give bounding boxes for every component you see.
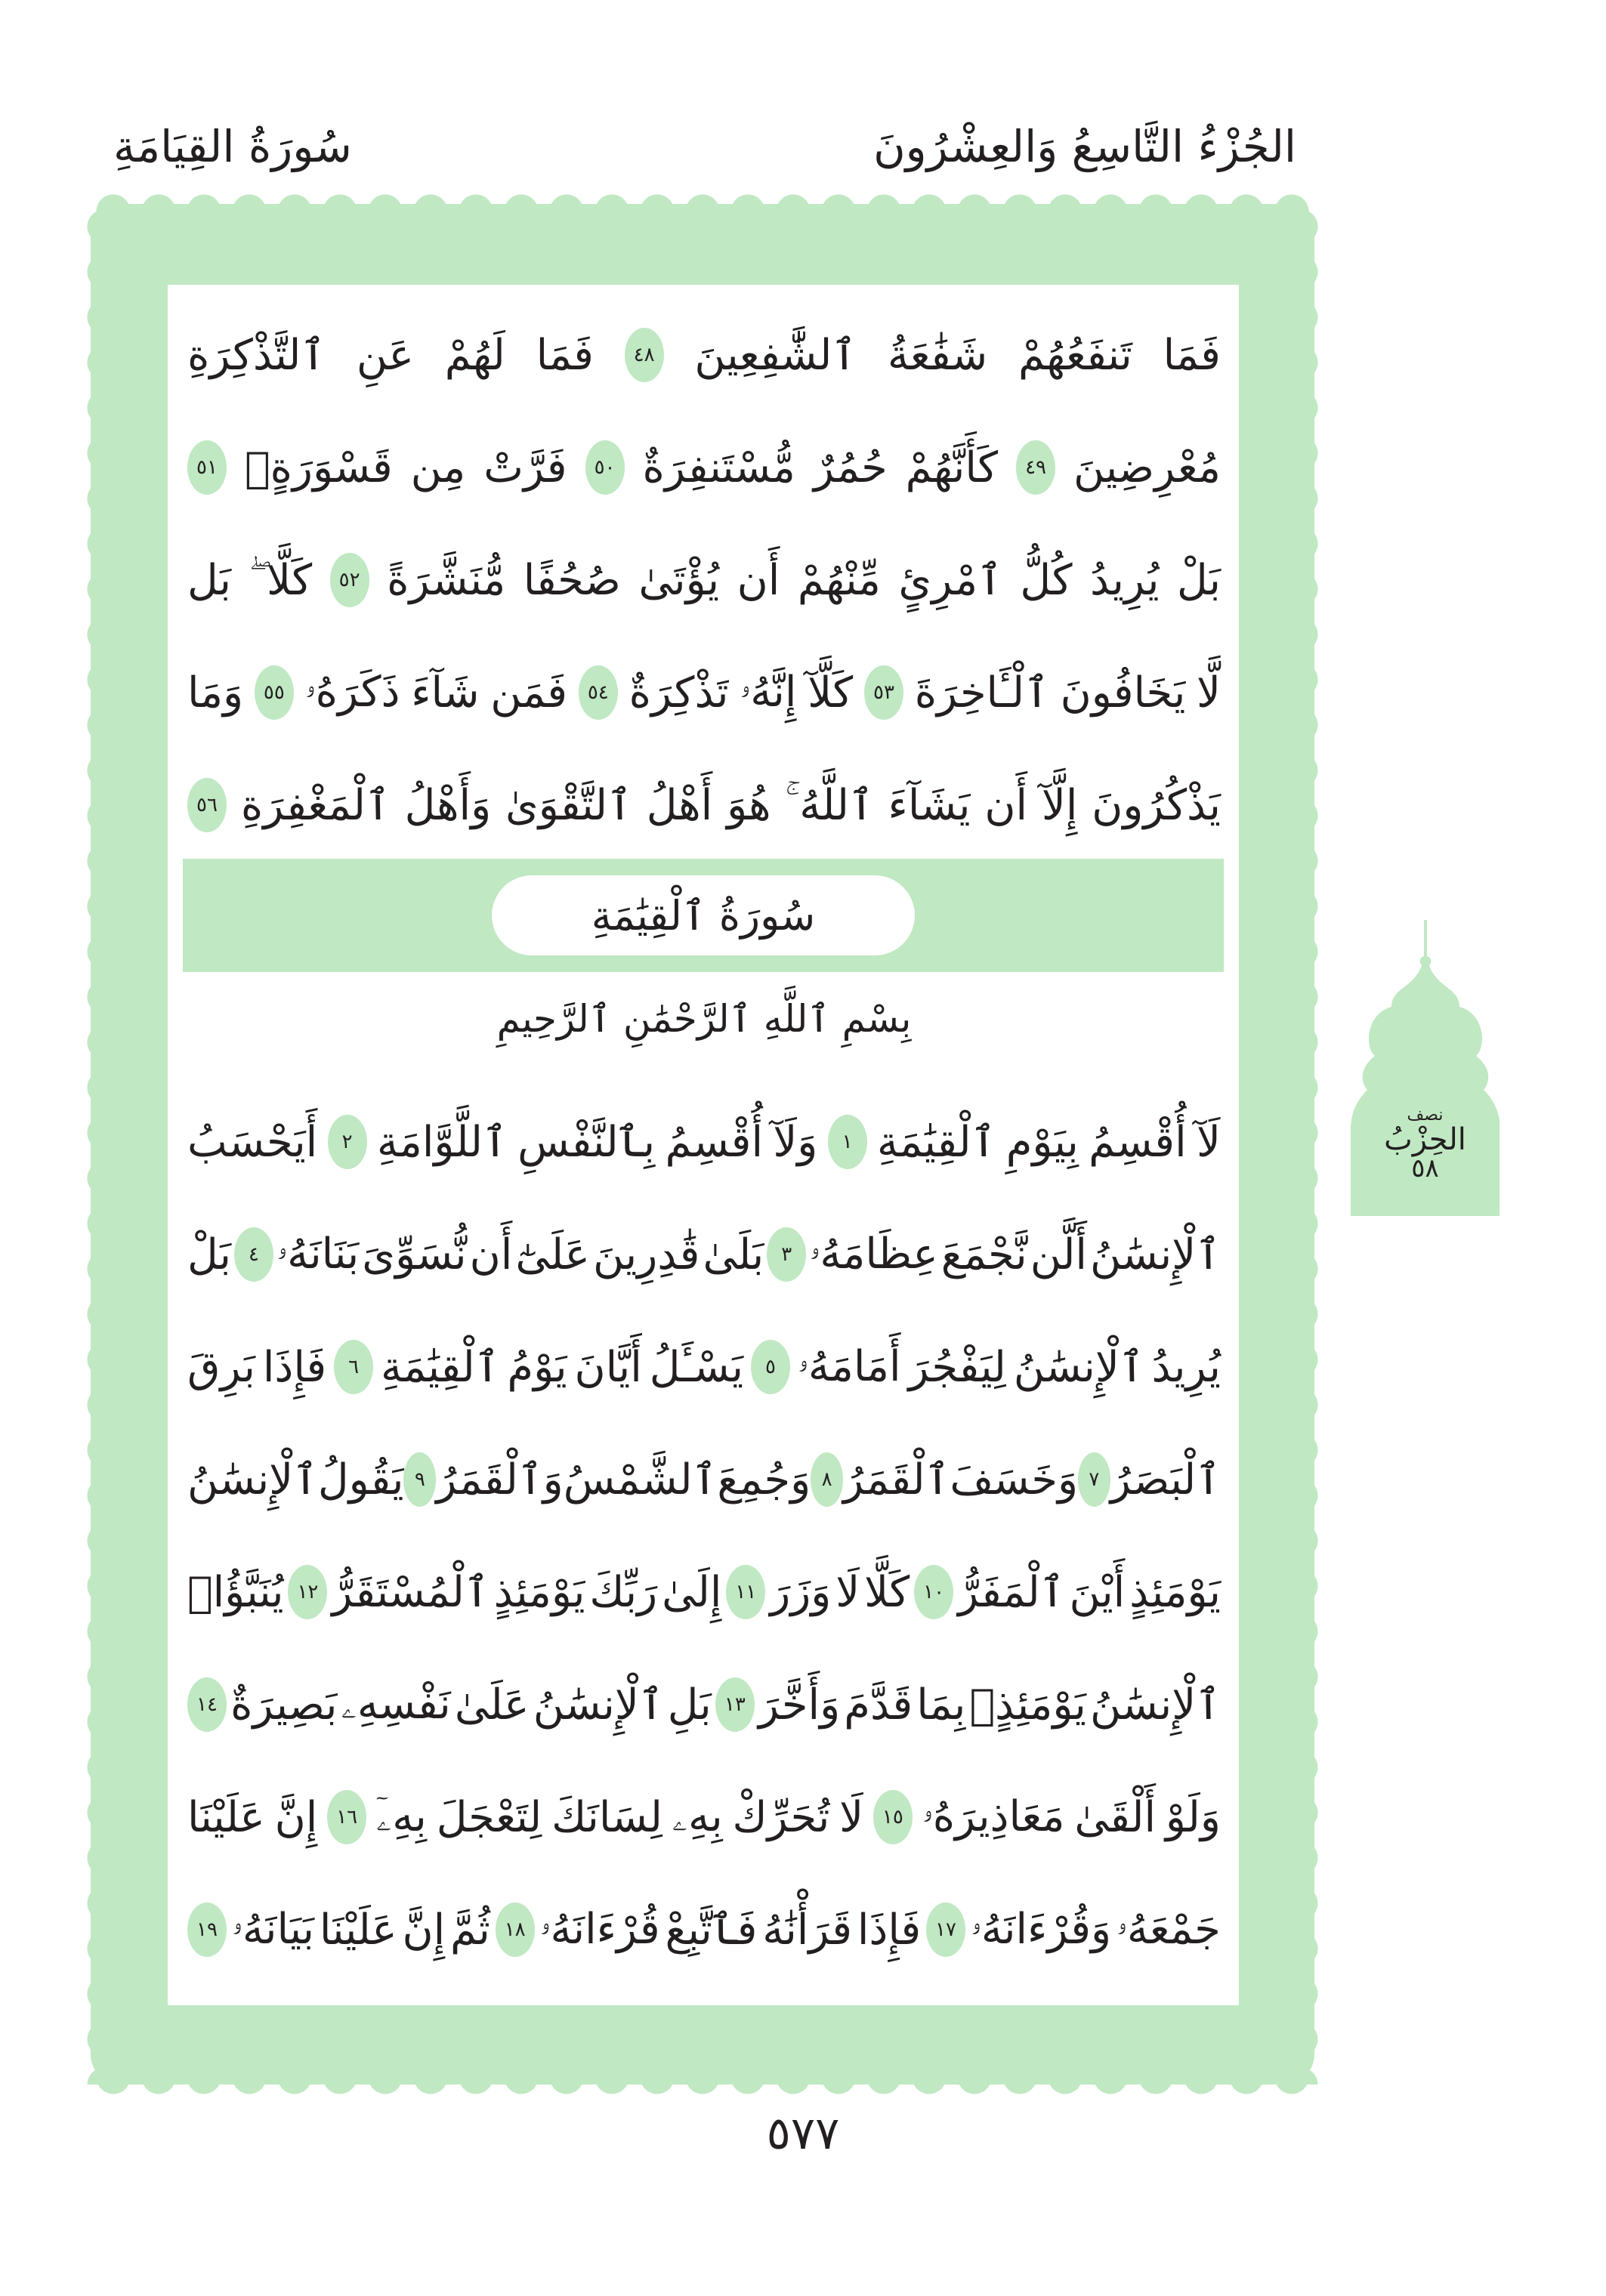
ayah-word: بَيَانَهُۥ [231,1905,314,1954]
ayah-word: أَيْنَ [1069,1567,1126,1617]
hizb-label [1351,1106,1499,1183]
ayah-word: يَوْمُ [507,1342,567,1392]
text-line [187,1097,1221,1187]
ayah-word: بَنَانَهُۥ [276,1230,360,1279]
ayah-number-marker: ١٧ [926,1903,965,1957]
surah-header-band [183,859,1224,972]
hizb-number: ٥٨ [1411,1153,1439,1184]
text-line [187,1884,1221,1975]
ayah-number-marker: ٥٥ [255,665,294,720]
surah-title: سُورَةُ ٱلْقِيَٰمَةِ [492,875,915,955]
ayah-number-marker: ١٨ [496,1903,535,1957]
ayah-number-marker: ١٣ [715,1677,755,1732]
ayah-number-marker: ٥٢ [330,553,369,607]
ayah-word: مَعَاذِيرَهُۥ [922,1792,1065,1841]
ayah-word: يُرِيدُ [1151,1342,1221,1392]
page-number: ٥٧٧ [766,2107,840,2160]
ayah-word: عِظَامَهُۥ [809,1230,938,1279]
ayah-word: هُوَ [727,780,771,830]
ayah-word: بَصِيرَةٌ [230,1680,338,1730]
ayah-word: وَلَآ [773,1117,818,1167]
surah-running-title: سُورَةُ القِيَامَةِ [113,121,352,172]
text-line [187,1322,1221,1412]
ayah-word: ٱلشَّمْسُ [563,1455,718,1504]
ayah-word: مِّنْهُمْ [797,555,881,605]
text-line [187,760,1221,850]
ayah-word: نَّجْمَعَ [940,1230,1027,1279]
ayah-word: بِيَوْمِ [1005,1117,1079,1167]
ayah-word: يُؤْتَىٰ [638,555,720,605]
ayah-word: ٱلْمُسْتَقَرُّ [332,1567,490,1617]
ayah-word: بَل [187,555,231,605]
ayah-word: أَن [469,1230,513,1279]
ayah-word: وَلَوْ [1165,1792,1221,1842]
bismillah: بِسْمِ ٱللَّهِ ٱلرَّحْمَٰنِ ٱلرَّحِيمِ [496,997,912,1041]
ayah-number-marker: ٧ [1078,1452,1110,1507]
ayah-word: ٱلْإِنسَٰنُ [187,1455,318,1504]
ayah-word: يَسْـَٔلُ [649,1342,744,1392]
ayah-word: صُحُفًا [523,555,621,605]
ayah-word: لَا [839,1792,864,1842]
ayah-word: بِهِۦٓ [375,1792,427,1841]
ayah-word: بِمَا [916,1680,966,1730]
ayah-number-marker: ١٩ [187,1903,227,1957]
ayah-word: فَمَن [490,668,568,718]
text-line [187,1547,1221,1637]
ayah-word: قَسْوَرَةٍۭ [244,443,393,492]
ayah-word: ٱلْإِنسَٰنُ [1090,1230,1221,1279]
ayah-word: وَقُرْءَانَهُۥ [970,1905,1112,1954]
ayah-word: لَّا [1197,668,1221,718]
ayah-word: أَن [737,555,780,605]
ayah-word: أَهْلُ [646,780,713,830]
text-line [187,1434,1221,1525]
ayah-word: شَفَٰعَةُ [887,330,988,380]
ayah-word: يَقُولُ [317,1455,404,1504]
ayah-word: ٱلْقِيَٰمَةِ [380,1342,500,1392]
ayah-word: كَلَّآ [808,668,854,718]
ayah-word: قُرْءَانَهُۥ [539,1905,660,1954]
ayah-number-marker: ١٥ [873,1790,913,1844]
ayah-word: يُنَبَّؤُا۟ [187,1567,284,1617]
ayah-word: فَرَّتْ [483,443,567,492]
ayah-word: عَلَىٰ [454,1680,530,1730]
ayah-word: وَخَسَفَ [950,1455,1079,1504]
ayah-word: إِنَّهُۥ [740,668,797,717]
ayah-word: قَدَّمَ [844,1680,913,1730]
ayah-word: ٱلتَّقْوَىٰ [505,780,632,830]
ayah-word: تُحَرِّكْ [732,1792,830,1842]
ayah-word: وَأَهْلُ [404,780,492,830]
ayah-word: يَوْمَئِذٍ [493,1567,585,1617]
ayah-word: أَمَامَهُۥ [797,1342,901,1391]
ayah-word: ٱلْقِيَٰمَةِ [876,1117,996,1167]
ayah-number-marker: ١٢ [288,1565,327,1619]
text-line [187,422,1221,513]
ayah-word: كَلَّا [864,1567,910,1617]
juz-title: الجُزْءُ التَّاسِعُ وَالعِشْرُونَ [873,121,1296,172]
ayah-word: لِيَفْجُرَ [908,1342,1006,1392]
hizb-half-label: نصف [1407,1106,1444,1125]
ayah-word: ٱلْمَغْفِرَةِ [240,780,391,830]
ayah-word: وَمَا [187,668,244,718]
ayah-word: كُلُّ [1020,555,1073,605]
ayah-word: رَبِّكَ [589,1567,658,1617]
ayah-word: حُمُرٌ [813,443,888,492]
ayah-word: قَرَأْنَٰهُ [762,1905,853,1955]
text-line [187,310,1221,400]
ayah-word: أَلْقَىٰ [1074,1792,1157,1842]
ayah-word: ثُمَّ [449,1905,490,1955]
ayah-word: نَفْسِهِۦ [341,1680,451,1729]
ayah-word: جَمْعَهُۥ [1116,1905,1221,1954]
ayah-word: قَٰدِرِينَ [592,1230,700,1279]
ayah-word: لَآ [1196,1117,1221,1167]
text-line [187,1772,1221,1862]
ayah-word: فَمَا [1163,330,1221,380]
ayah-word: أَن [984,780,1028,830]
ayah-word: إِلَىٰ [662,1567,722,1617]
ayah-number-marker: ٤٨ [625,328,664,382]
ayah-number-marker: ٥٠ [585,440,625,495]
ayah-word: ذَكَرَهُۥ [304,668,400,717]
ayah-word: تَنفَعُهُمْ [1018,330,1132,380]
ayah-word: لَهُمْ [444,330,505,380]
ayah-word: وَجُمِعَ [717,1455,811,1504]
text-line [187,647,1221,738]
ayah-word: لِسَانَكَ [551,1792,662,1842]
ayah-word: إِنَّ [274,1792,318,1842]
ayah-word: مُعْرِضِينَ [1073,443,1221,492]
ayah-word: بَرِقَ [187,1342,255,1392]
ayah-word: كَلَّا [267,555,313,605]
ayah-number-marker: ٤ [234,1227,273,1282]
ayah-word: فَإِذَا [857,1905,922,1955]
ayah-word: ٱمْرِئٍ [898,555,1002,605]
ayah-word: ٱلْإِنسَٰنُ [533,1680,664,1730]
ayah-number-marker: ٥٤ [579,665,618,720]
ayah-word: أُقْسِمُ [1089,1117,1187,1167]
ayah-word: ٱلْـَٔاخِرَةَ [914,668,1049,718]
ayah-word: وَزَرَ [770,1567,832,1617]
ayah-word: يَخَافُونَ [1060,668,1186,718]
ayah-word: ٱلْقَمَرُ [842,1455,950,1504]
ayah-word: ٱلتَّذْكِرَةِ [187,330,326,380]
ayah-word: ٱلْإِنسَٰنُ [1013,1342,1144,1392]
ayah-word: أَيَّانَ [574,1342,642,1392]
ayah-number-marker: ٥٣ [864,665,903,720]
ayah-number-marker: ٥١ [187,440,227,495]
ayah-word: تَذْكِرَةٌ [629,668,729,718]
ayah-word: ٱلْإِنسَٰنُ [1090,1680,1221,1730]
ayah-word: مِن [410,443,466,492]
ayah-word: يُرِيدُ [1090,555,1160,605]
ayah-word: إِنَّ [402,1905,446,1955]
ayah-word: ٱللَّهُ [799,780,874,830]
ayah-word: كَأَنَّهُمْ [905,443,999,492]
ayah-word: يَوْمَئِذٍ [1129,1567,1221,1617]
ayah-number-marker: ٥ [751,1340,790,1394]
ayah-word: وَٱلْقَمَرُ [436,1455,564,1504]
ayah-word: فَمَا [536,330,594,380]
ayah-word: لِتَعْجَلَ [436,1792,542,1842]
ayah-word: يَشَآءَ [888,780,971,830]
ayah-word: شَآءَ [411,668,480,718]
ayah-word: عَلَىٰٓ [515,1230,590,1279]
ayah-word: ٱلشَّٰفِعِينَ [694,330,857,380]
ayah-number-marker: ٥٦ [187,778,227,832]
ayah-word: فَٱتَّبِعْ [665,1905,758,1955]
ayah-word: ٱلْبَصَرُ [1110,1455,1221,1504]
ayah-word: ٱللَّوَّامَةِ [376,1117,508,1167]
ayah-number-marker: ٩ [403,1452,436,1507]
ayah-number-marker: ٢ [328,1115,367,1169]
ayah-word: أَلَّن [1030,1230,1087,1279]
ayah-word: بَلَىٰ [703,1230,764,1279]
ayah-number-marker: ٤٩ [1016,440,1055,495]
ayah-word: بِهِۦ [672,1792,723,1841]
ayah-word: يَوْمَئِذٍۭ [969,1680,1086,1730]
ayah-number-marker: ٦ [334,1340,373,1394]
text-line [187,535,1221,625]
text-line [187,1659,1221,1750]
ayah-word: بَلْ [1177,555,1221,605]
ayah-number-marker: ٨ [811,1452,843,1507]
ayah-word: أُقْسِمُ [665,1117,764,1167]
ayah-number-marker: ٣ [767,1227,806,1282]
ayah-word: وَأَخَّرَ [758,1680,841,1730]
ayah-word: بَلِ [667,1680,712,1730]
ayah-number-marker: ١٤ [187,1677,227,1732]
ayah-word: يَذْكُرُونَ [1092,780,1221,830]
ayah-word: عَنِ [356,330,414,380]
ayah-number-marker: ١١ [726,1565,765,1619]
hizb-word: الحِزْبُ [1384,1122,1466,1158]
ayah-word: بَلْ [187,1230,231,1279]
ayah-word: عَلَيْنَا [319,1905,397,1955]
ayah-word: فَإِذَا [262,1342,327,1392]
ayah-word: مُّنَشَّرَةً [387,555,506,605]
ayah-number-marker: ١٦ [327,1790,366,1844]
ayah-word: ٱلْمَفَرُّ [958,1567,1065,1617]
ayah-word: نُّسَوِّىَ [362,1230,467,1279]
ayah-word: لَا [835,1567,860,1617]
ayah-word: إِلَّآ [1041,780,1078,830]
ayah-word: أَيَحْسَبُ [187,1117,318,1167]
ayah-word: عَلَيْنَا [187,1792,265,1842]
ayah-word: بِٱلنَّفْسِ [517,1117,656,1167]
ayah-word: مُّسْتَنفِرَةٌ [642,443,795,492]
text-line [187,1209,1221,1300]
ayah-number-marker: ١٠ [914,1565,953,1619]
ayah-number-marker: ١ [828,1115,867,1169]
